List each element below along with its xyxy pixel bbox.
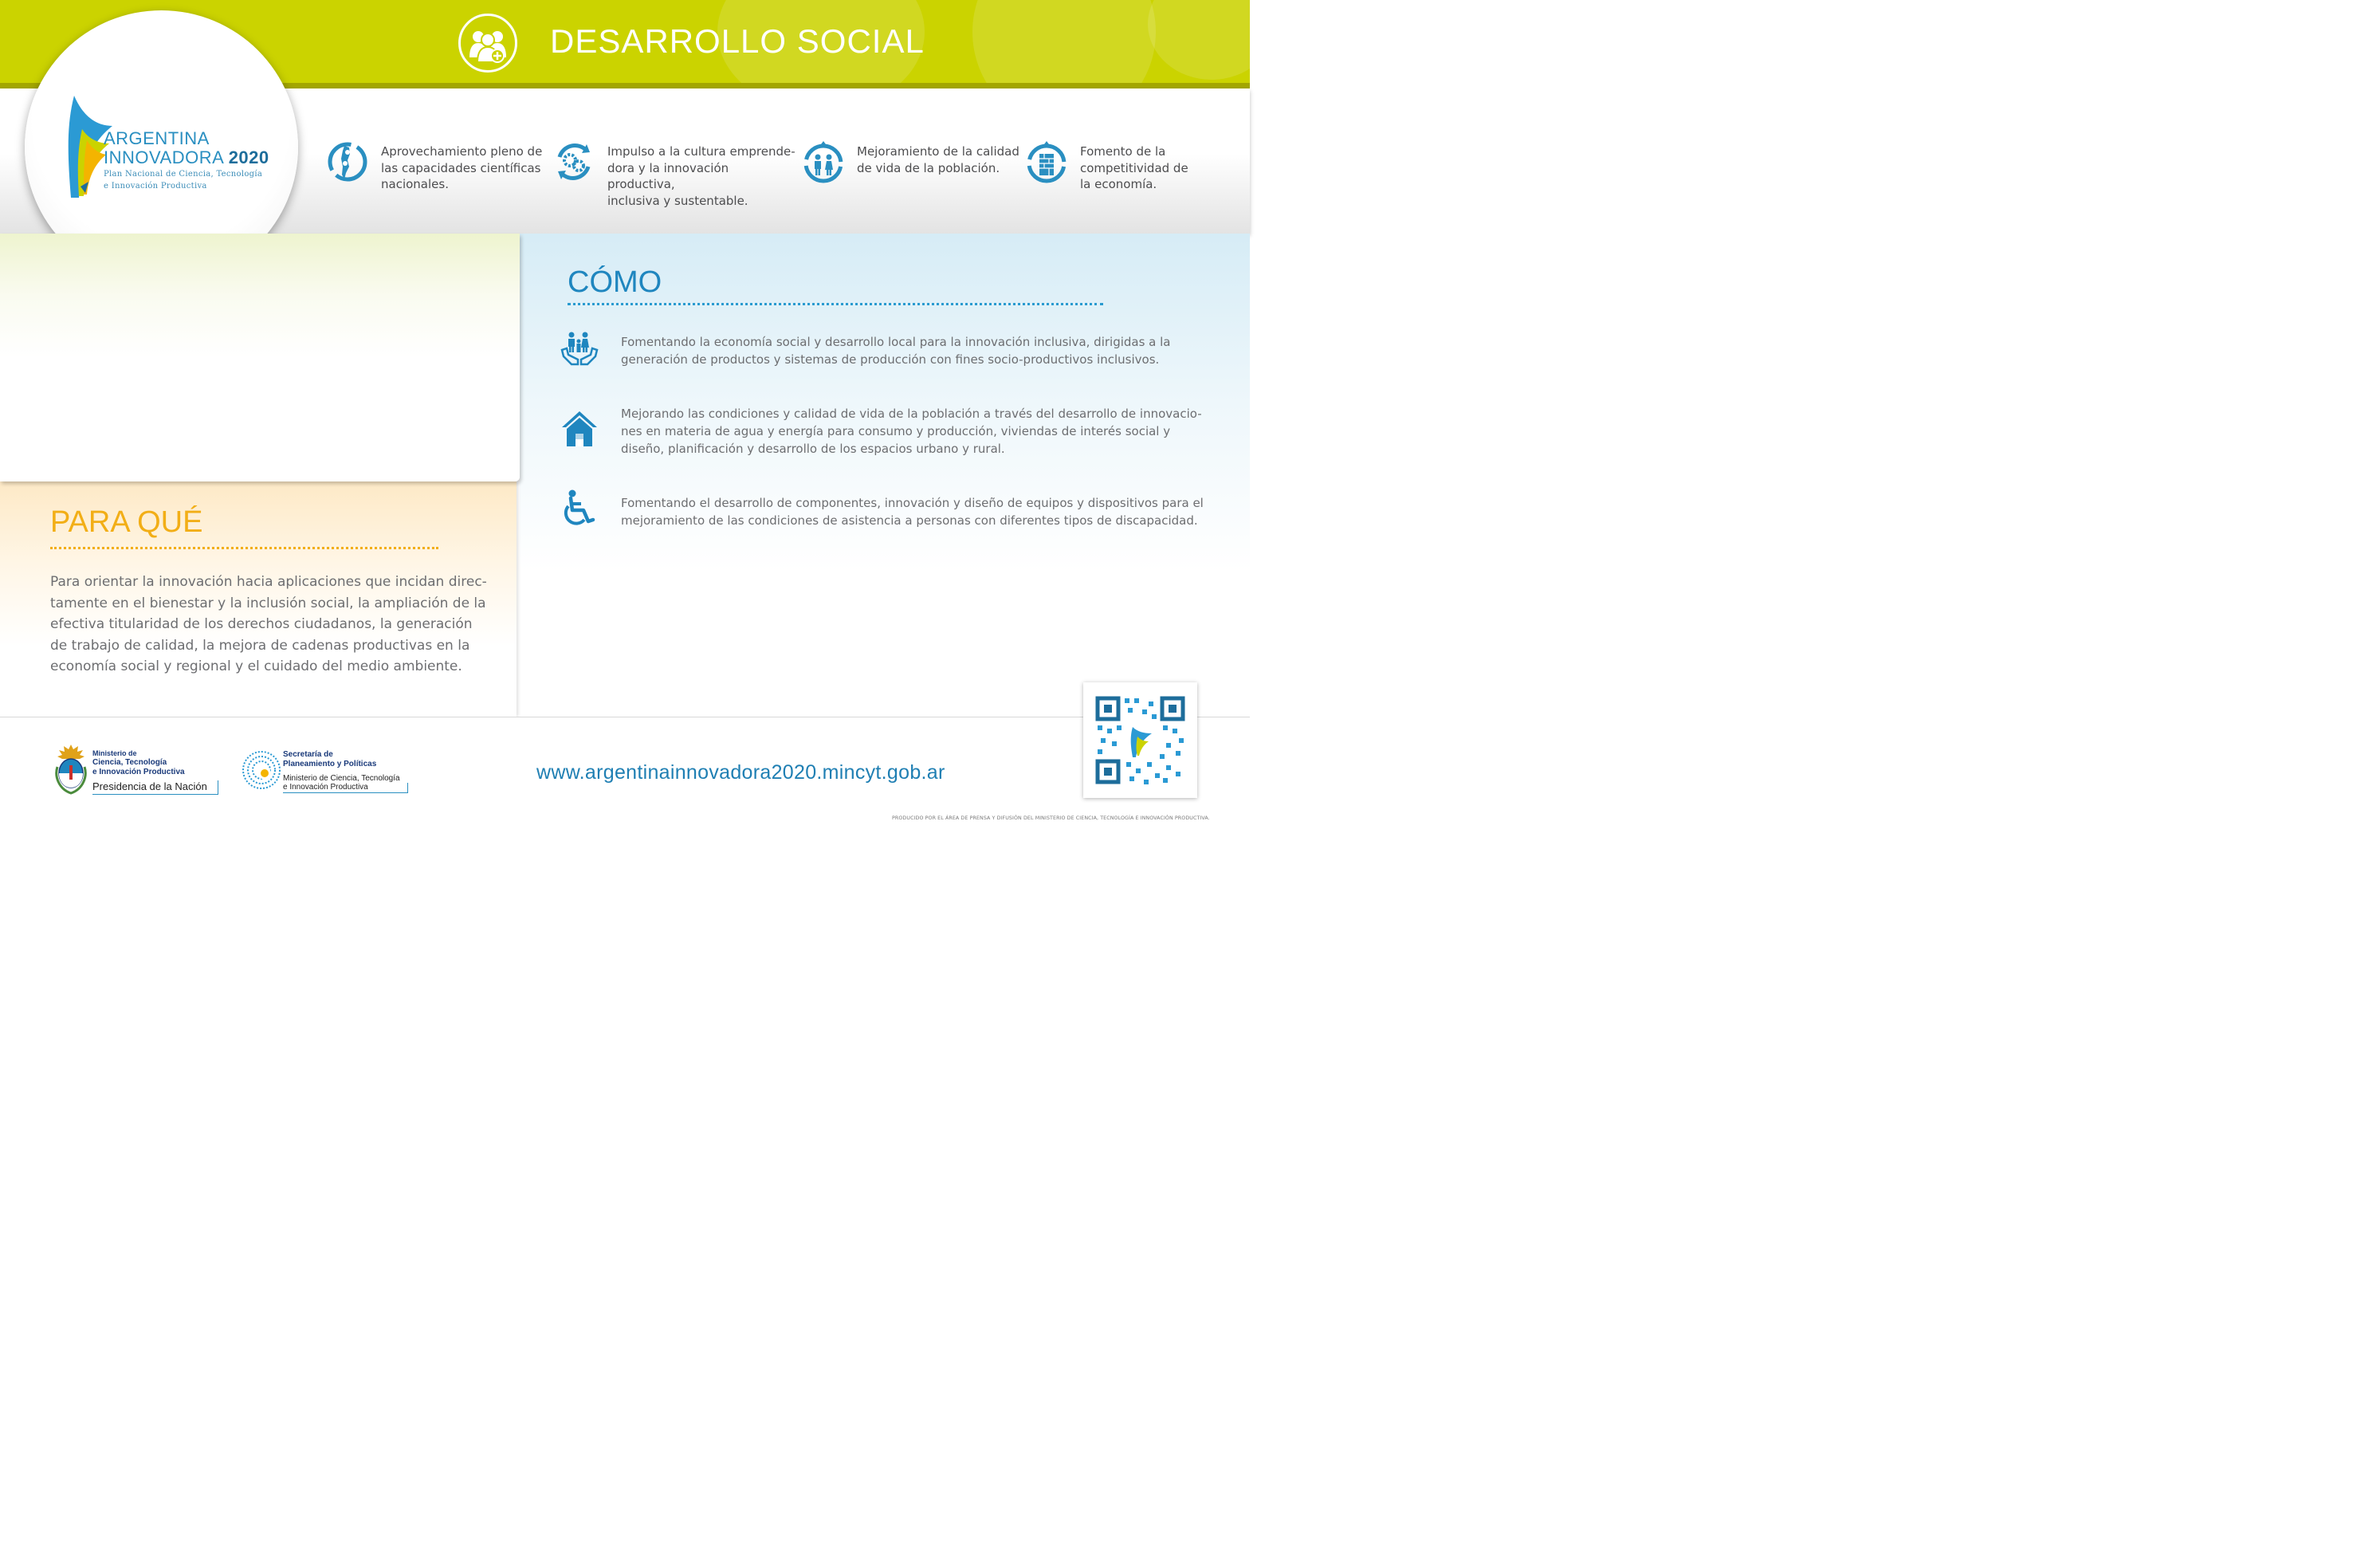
como-item-text: Fomentando la economía social y desarrollo local para la innovación inclusiva, dirigidas a la generación de productos y sistemas de producción con fines socio-productivos inclusivos. — [621, 335, 1171, 367]
wheelchair-icon — [560, 489, 599, 528]
goal-text: Impulso a la cultura emprende- dora y la innovación productiva, inclusiva y sustentable. — [607, 144, 795, 208]
family-hands-icon — [560, 329, 599, 367]
secretaria-line2: Planeamiento y Políticas — [283, 760, 377, 768]
people-up-icon — [801, 140, 846, 184]
como-item-text: Mejorando las condiciones y calidad de vida de la población a través del desarrollo de innovacio- nes en materia de agua y energía para consumo y producción, viviendas de interés social y diseño, planificación y desarrollo de los espacios urbano y rural. — [621, 407, 1202, 456]
secretaria-line3: Ministerio de Ciencia, Tecnología — [283, 774, 400, 783]
qr-code-icon — [1083, 682, 1197, 798]
logo-title-word: INNOVADORA — [104, 147, 224, 167]
page-title: DESARROLLO SOCIAL — [550, 22, 925, 60]
chimney-up-icon — [1024, 140, 1069, 184]
logo-subtitle-line1: Plan Nacional de Ciencia, Tecnología — [104, 170, 263, 179]
goal-text: Aprovechamiento pleno de las capacidades científicas nacionales. — [381, 144, 543, 191]
ministry-line2: Ciencia, Tecnología — [92, 758, 167, 767]
secretaria-line1: Secretaría de — [283, 750, 333, 759]
credits-text: PRODUCIDO POR EL ÁREA DE PRENSA Y DIFUSIÓN DEL MINISTERIO DE CIENCIA, TECNOLOGÍA E INNOVACIÓN PRODUCTIVA. — [892, 815, 1210, 821]
header-decoration — [1148, 0, 1250, 80]
como-panel — [520, 234, 1250, 717]
goal-text: Mejoramiento de la calidad de vida de la población. — [857, 144, 1019, 175]
website-link[interactable]: www.argentinainnovadora2020.mincyt.gob.ar — [536, 761, 945, 784]
como-heading: CÓMO — [568, 265, 662, 299]
house-icon — [560, 410, 599, 448]
como-item-text: Fomentando el desarrollo de componentes, innovación y diseño de equipos y dispositivos para el mejoramiento de las condiciones de asistencia a personas con diferentes tipos de discapacidad. — [621, 496, 1204, 528]
logo-title-line2 — [104, 147, 269, 168]
secretaria-line4: e Innovación Productiva — [283, 783, 408, 793]
paraque-body: Para orientar la innovación hacia aplicaciones que incidan direc- tamente en el bienestar y la inclusión social, la ampliación de la efectiva titularidad de los derechos ciudadanos, la generación de trabajo de calidad, la mejora de cadenas productivas en la economía social y regional y el cuidado del medio ambiente. — [50, 574, 487, 674]
argentina-map-icon — [325, 140, 370, 184]
gears-cycle-icon — [552, 140, 596, 184]
secretaria-logo-icon — [241, 749, 282, 794]
ministry-line3: e Innovación Productiva — [92, 768, 185, 776]
people-plus-icon — [458, 14, 517, 73]
goal-text: Fomento de la competitividad de la economía. — [1080, 144, 1188, 191]
porque-panel — [0, 234, 520, 481]
argentina-coat-of-arms-icon — [54, 743, 88, 799]
paraque-heading: PARA QUÉ — [50, 505, 203, 539]
ministry-line1: Ministerio de — [92, 749, 137, 757]
ministry-line4: Presidencia de la Nación — [92, 780, 218, 795]
logo-year: 2020 — [228, 147, 269, 167]
logo-subtitle-line2: e Innovación Productiva — [104, 182, 207, 191]
logo-title-line1: ARGENTINA — [104, 128, 210, 148]
paraque-divider — [50, 547, 438, 549]
como-divider — [568, 303, 1103, 305]
header-decoration — [972, 0, 1156, 83]
